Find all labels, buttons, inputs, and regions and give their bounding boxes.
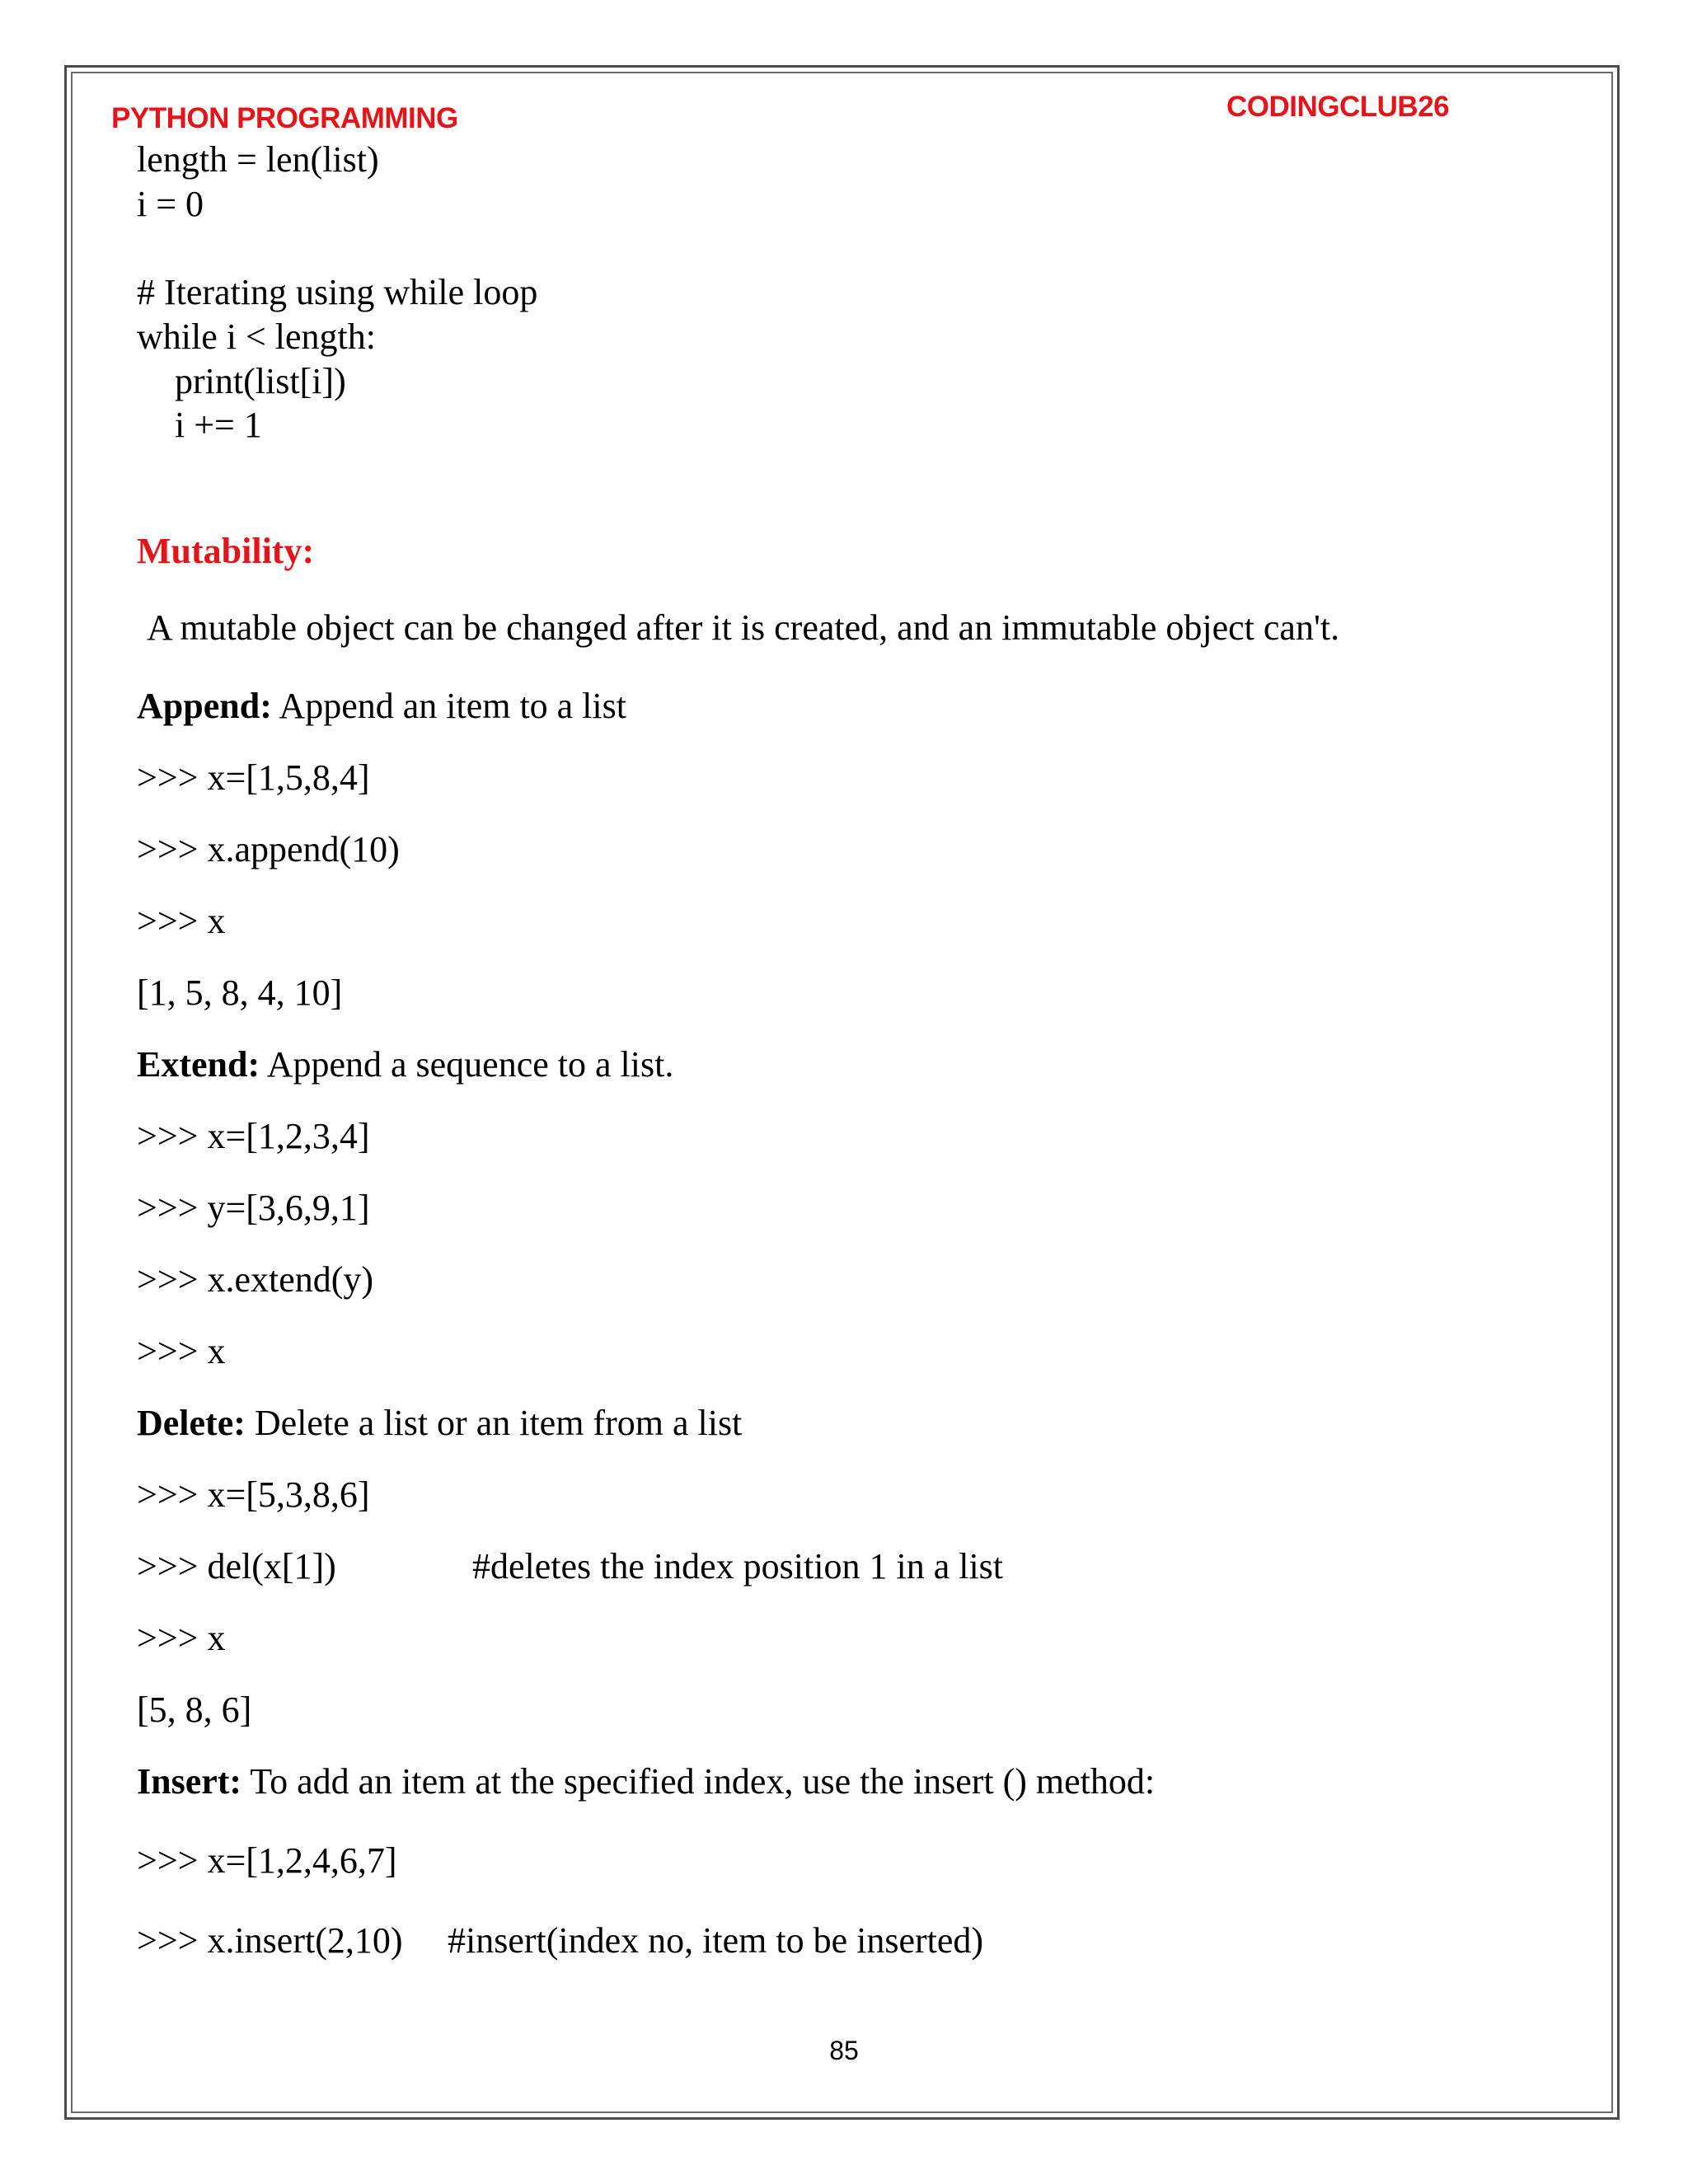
delete-desc: Delete a list or an item from a list — [245, 1403, 743, 1443]
delete-term: Delete: — [137, 1403, 246, 1443]
code-comment: # Iterating using while loop — [137, 272, 538, 312]
code-line: print(list[i]) — [175, 361, 346, 401]
code-comment: #deletes the index position 1 in a list — [472, 1546, 1004, 1586]
code-line: >>> x=[1,2,3,4] — [137, 1116, 370, 1156]
code-line: i += 1 — [175, 405, 262, 445]
code-comment: #insert(index no, item to be inserted) — [448, 1920, 984, 1961]
code-line: while i < length: — [137, 316, 376, 357]
extend-definition — [137, 1044, 674, 1085]
extend-term: Extend: — [137, 1044, 260, 1085]
code-line: >>> x=[5,3,8,6] — [137, 1474, 370, 1515]
code-line: >>> del(x[1]) — [137, 1546, 336, 1586]
code-line: >>> x=[1,2,4,6,7] — [137, 1840, 397, 1881]
section-heading-mutability: Mutability: — [137, 531, 315, 571]
code-line: i = 0 — [137, 184, 204, 224]
insert-definition — [137, 1761, 1156, 1802]
append-desc: Append an item to a list — [271, 686, 627, 726]
mutability-description: A mutable object can be changed after it is created, and an immutable object can't. — [147, 607, 1340, 648]
code-output: [1, 5, 8, 4, 10] — [137, 972, 343, 1013]
code-output: [5, 8, 6] — [137, 1690, 252, 1730]
delete-definition — [137, 1405, 742, 1441]
insert-term: Insert: — [137, 1761, 242, 1802]
header-title: PYTHON PROGRAMMING — [111, 102, 458, 134]
append-definition — [137, 688, 626, 724]
append-term: Append: — [137, 686, 272, 726]
code-line: >>> x.extend(y) — [137, 1259, 374, 1300]
code-line: >>> x.append(10) — [137, 829, 400, 869]
extend-desc: Append a sequence to a list. — [260, 1044, 674, 1085]
insert-desc: To add an item at the specified index, use the insert () method: — [241, 1761, 1156, 1802]
header-club: CODINGCLUB26 — [1226, 91, 1450, 123]
code-line: >>> x.insert(2,10) — [137, 1920, 403, 1961]
code-line: >>> x=[1,5,8,4] — [137, 757, 370, 798]
code-line: >>> x — [137, 1331, 226, 1371]
code-line: >>> x — [137, 1618, 226, 1658]
code-line: >>> x — [137, 901, 226, 941]
code-line: >>> y=[3,6,9,1] — [137, 1188, 370, 1228]
page-number: 85 — [829, 2036, 859, 2065]
code-line: length = len(list) — [137, 139, 379, 180]
